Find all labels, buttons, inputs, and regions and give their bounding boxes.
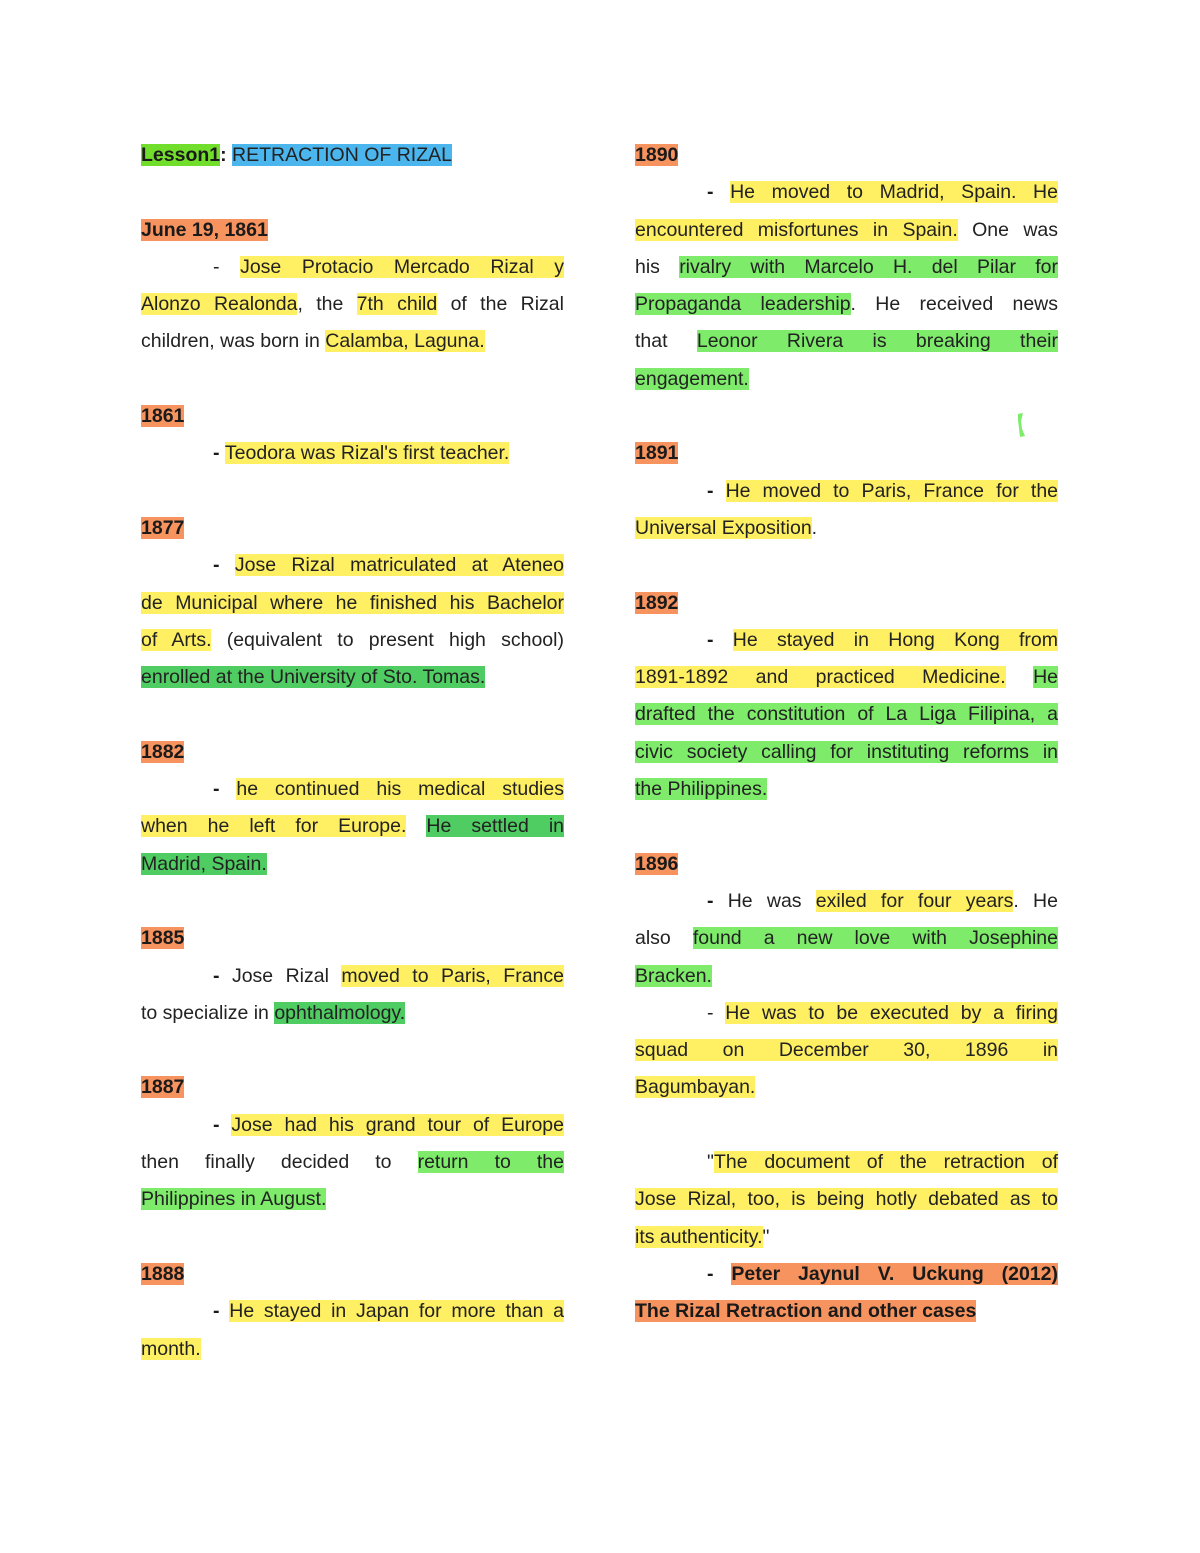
entry-line: of Arts. (equivalent to present high school) xyxy=(141,628,564,651)
entry-date: 1896 xyxy=(635,852,679,875)
entry-line: drafted the constitution of La Liga Filipina, a xyxy=(635,703,1058,726)
entry-line: then finally decided to return to the xyxy=(141,1151,564,1174)
entry-line: month. xyxy=(141,1337,201,1360)
right-column xyxy=(635,137,1058,1331)
entry-line: the Philippines. xyxy=(635,778,768,801)
lesson-title: RETRACTION OF RIZAL xyxy=(232,144,452,166)
entry-line: Alonzo Realonda, the 7th child of the Rizal xyxy=(141,293,564,316)
quote-line: "The document of the retraction of xyxy=(707,1151,1058,1174)
entry-line: encountered misfortunes in Spain. One was xyxy=(635,218,1058,241)
entry-line: - He stayed in Hong Kong from xyxy=(707,628,1058,651)
entry-line: also found a new love with Josephine xyxy=(635,927,1058,950)
entry-date: 1887 xyxy=(141,1076,185,1099)
left-column xyxy=(141,137,564,1368)
entry-line: engagement. xyxy=(635,367,749,390)
lesson-header: Lesson1: RETRACTION OF RIZAL xyxy=(141,144,452,166)
entry-line: Philippines in August. xyxy=(141,1188,327,1211)
citation-line: The Rizal Retraction and other cases xyxy=(635,1300,977,1323)
entry-line: to specialize in ophthalmology. xyxy=(141,1001,406,1024)
entry-date: 1890 xyxy=(635,144,679,166)
entry-line: - He moved to Paris, France for the xyxy=(707,479,1059,502)
entry-line: - Jose Rizal moved to Paris, France xyxy=(213,964,564,987)
entry-line: Madrid, Spain. xyxy=(141,852,267,875)
citation-line: - Peter Jaynul V. Uckung (2012) xyxy=(707,1262,1058,1285)
lesson-label: Lesson1 xyxy=(141,144,221,166)
entry-line: - he continued his medical studies xyxy=(213,778,564,801)
entry-date: 1891 xyxy=(635,442,679,465)
entry-line: - Jose Rizal matriculated at Ateneo xyxy=(213,554,565,577)
entry-line: Bracken. xyxy=(635,964,712,987)
entry-line: his rivalry with Marcelo H. del Pilar for xyxy=(635,255,1058,278)
entry-line: that Leonor Rivera is breaking their xyxy=(635,330,1058,353)
entry-line: civic society calling for instituting reforms in xyxy=(635,740,1058,763)
entry-line: - Jose Protacio Mercado Rizal y xyxy=(213,255,564,278)
entry-date: 1861 xyxy=(141,405,185,428)
entry-date: 1877 xyxy=(141,516,185,539)
entry-line: - Teodora was Rizal's first teacher. xyxy=(213,442,510,465)
entry-line: - He stayed in Japan for more than a xyxy=(213,1300,565,1323)
entry-line: when he left for Europe. He settled in xyxy=(141,815,564,838)
entry-date: 1885 xyxy=(141,927,185,950)
entry-line: - Jose had his grand tour of Europe xyxy=(213,1113,564,1136)
quote-line: Jose Rizal, too, is being hotly debated as to xyxy=(635,1188,1058,1211)
entry-line: - He was to be executed by a firing xyxy=(707,1001,1058,1024)
entry-line: Propaganda leadership. He received news xyxy=(635,293,1059,316)
entry-line: children, was born in Calamba, Laguna. xyxy=(141,330,485,353)
entry-date: June 19, 1861 xyxy=(141,218,268,241)
entry-line: 1891-1892 and practiced Medicine. He xyxy=(635,666,1058,689)
highlighter-stroke-mark xyxy=(1016,412,1026,438)
quote-line: its authenticity." xyxy=(635,1225,770,1248)
entry-date: 1882 xyxy=(141,740,185,763)
entry-line: de Municipal where he finished his Bachelor xyxy=(141,591,564,614)
entry-line: Bagumbayan. xyxy=(635,1076,756,1099)
entry-line: - He was exiled for four years. He xyxy=(707,889,1058,912)
entry-date: 1892 xyxy=(635,591,679,614)
entry-line: - He moved to Madrid, Spain. He xyxy=(707,181,1058,204)
entry-line: squad on December 30, 1896 in xyxy=(635,1039,1058,1062)
entry-line: Universal Exposition. xyxy=(635,516,818,539)
entry-date: 1888 xyxy=(141,1262,185,1285)
entry-line: enrolled at the University of Sto. Tomas. xyxy=(141,666,486,689)
